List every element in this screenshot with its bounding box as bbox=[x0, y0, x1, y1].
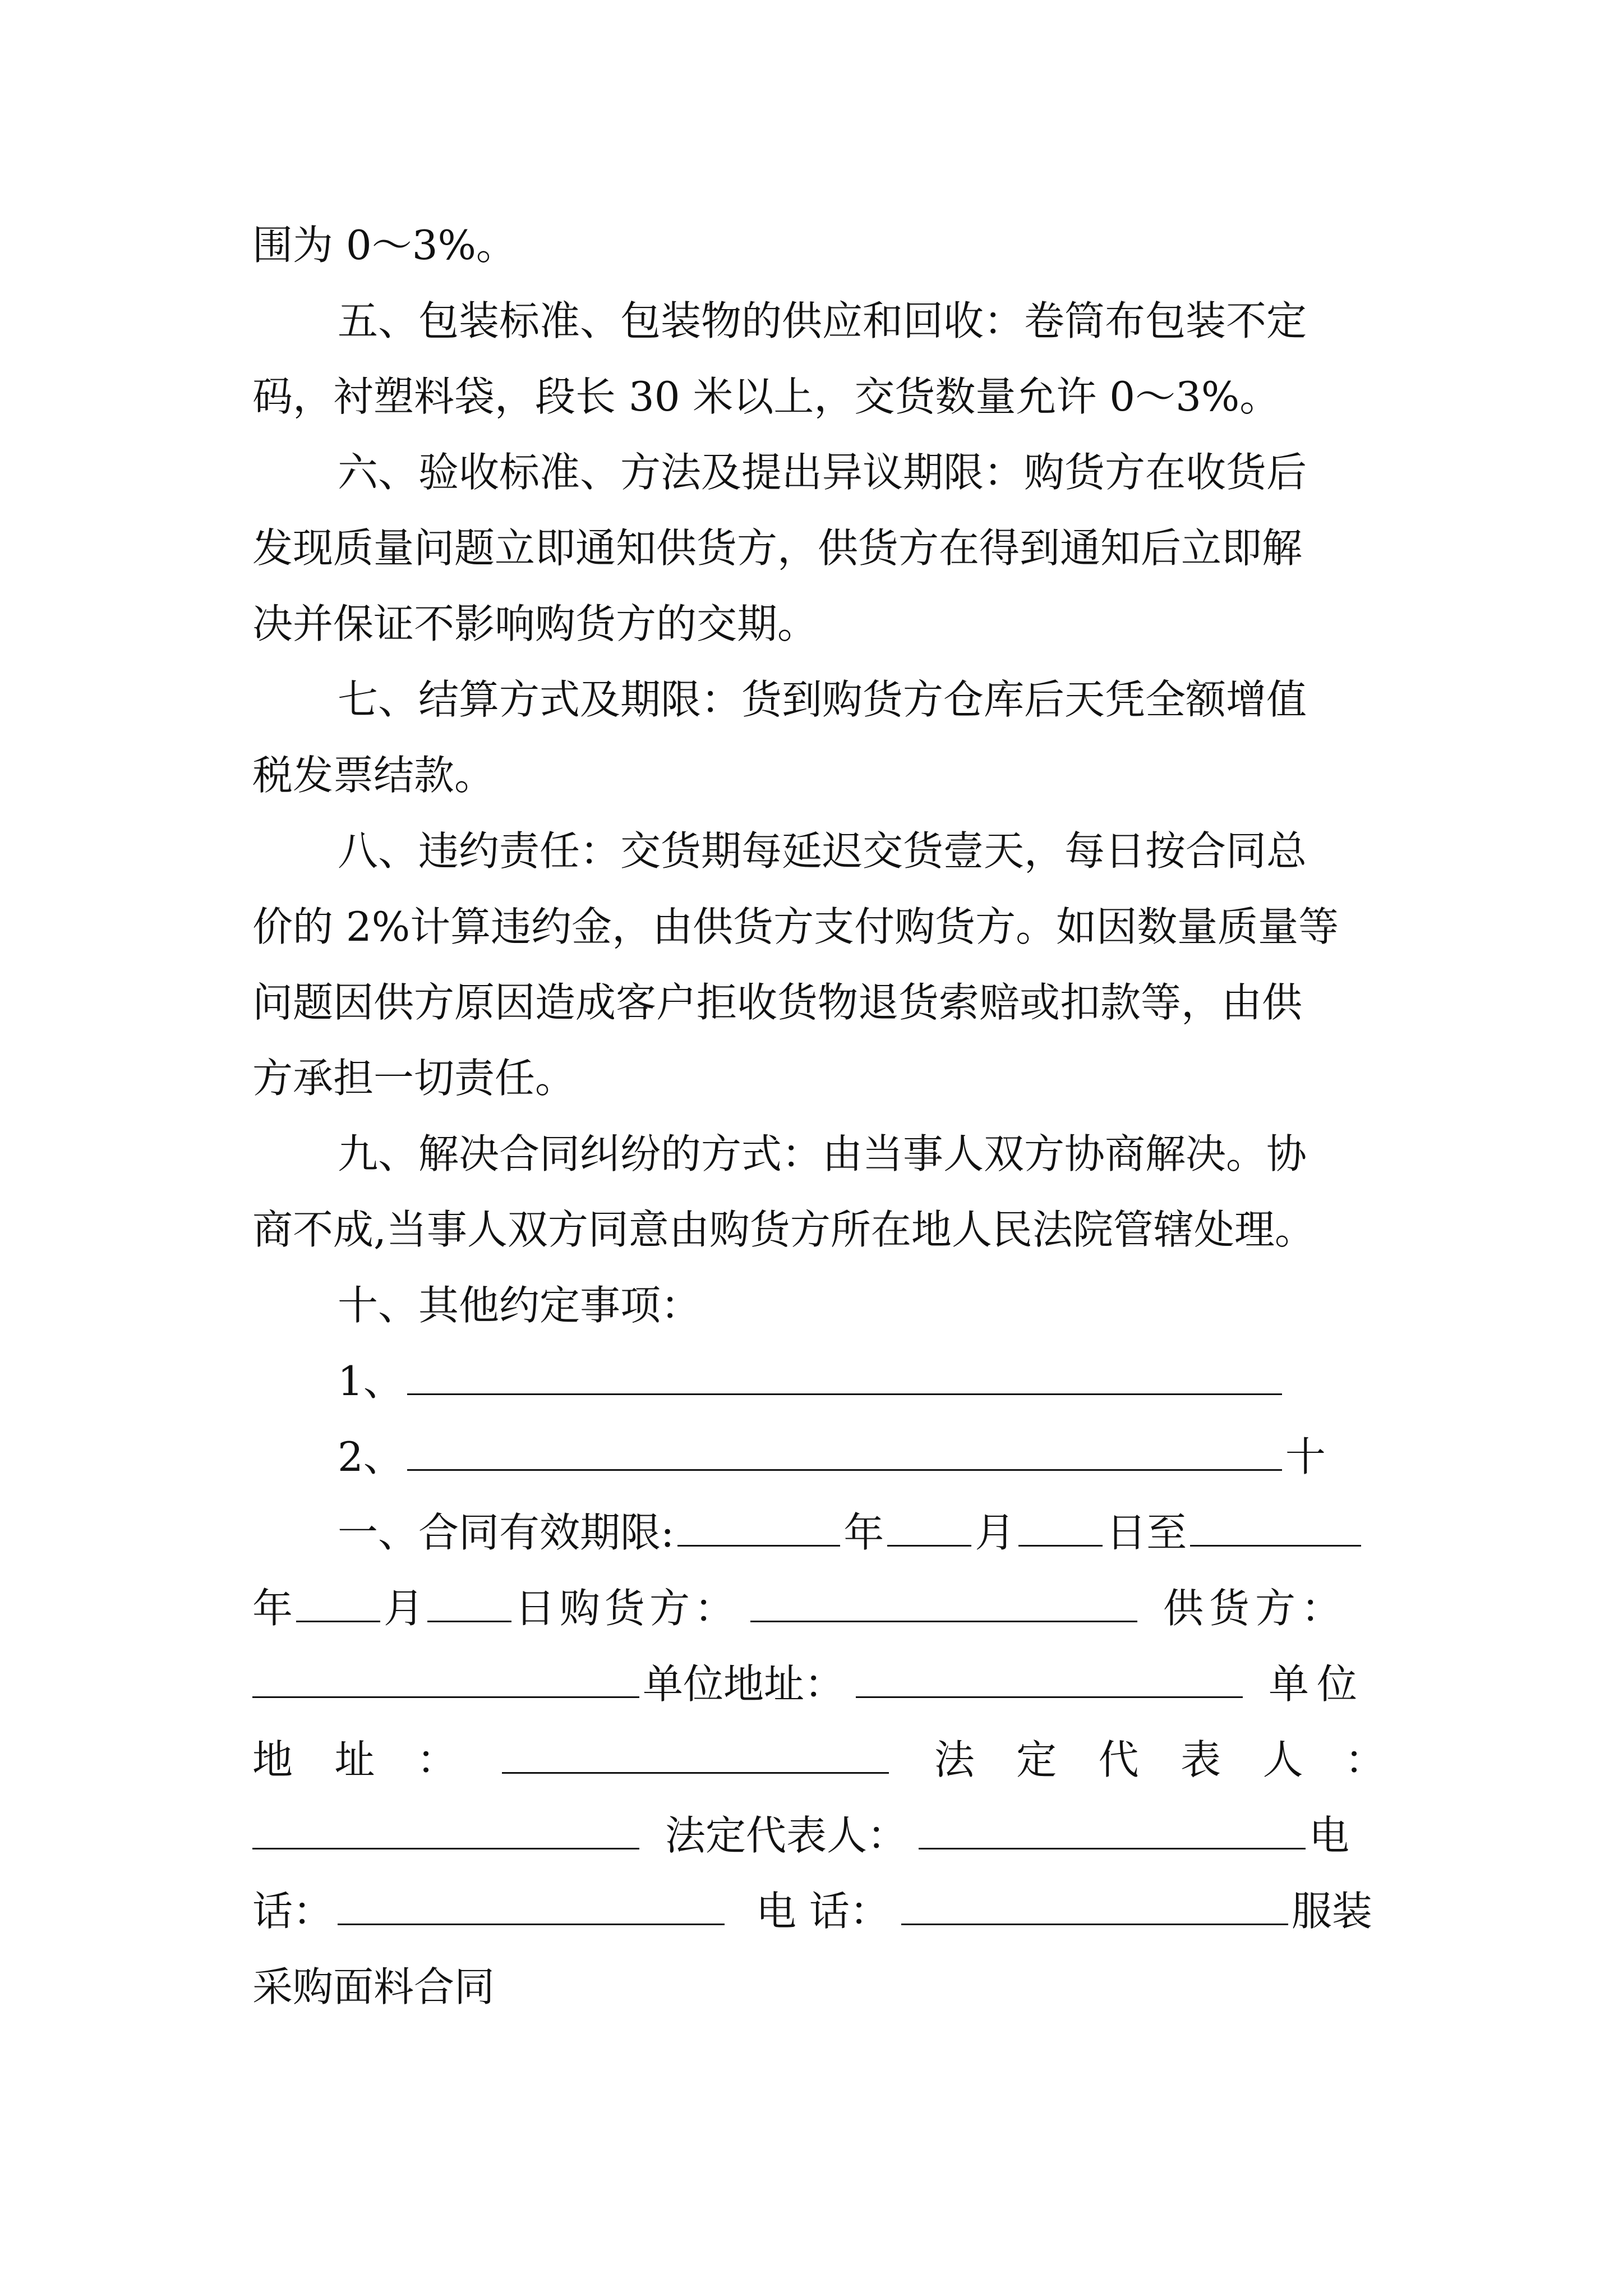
validity-line bbox=[252, 1502, 1385, 1563]
address-tail: 单位 bbox=[1269, 1660, 1366, 1708]
text-line: 七、结算方式及期限：货到购货方仓库后天凭全额增值 bbox=[338, 676, 1307, 723]
address-label: 单位地址： bbox=[643, 1660, 845, 1708]
address-legal-line bbox=[252, 1729, 1385, 1791]
address-char: 地 bbox=[252, 1736, 293, 1783]
text-line: 围为 0～3%。 bbox=[252, 222, 517, 269]
address-char: ： bbox=[416, 1736, 457, 1783]
footer-text: 服装 bbox=[1291, 1888, 1372, 1935]
text-line: 码，衬塑料袋，段长 30 米以上，交货数量允许 0～3%。 bbox=[252, 373, 1280, 420]
item-2-blank[interactable] bbox=[407, 1430, 1282, 1471]
buyer-phone-blank[interactable] bbox=[338, 1884, 725, 1925]
text-line: 商不成,当事人双方同意由购货方所在地人民法院管辖处理。 bbox=[252, 1206, 1315, 1253]
buyer-address-blank[interactable] bbox=[856, 1657, 1243, 1698]
legal-char: 人 bbox=[1262, 1736, 1303, 1783]
phone-tail: 电 bbox=[1309, 1812, 1350, 1859]
legal-char: ： bbox=[1344, 1736, 1385, 1783]
supplier-legal-rep-blank[interactable] bbox=[919, 1809, 1306, 1849]
other-item-2 bbox=[252, 1426, 1385, 1488]
item-2-tail: 十 bbox=[1285, 1433, 1326, 1480]
legal-char: 代 bbox=[1098, 1736, 1139, 1783]
start-year-blank[interactable] bbox=[677, 1506, 840, 1547]
text-line: 税发票结款。 bbox=[252, 752, 495, 799]
text-line: 价的 2%计算违约金，由供货方支付购货方。如因数量质量等 bbox=[252, 903, 1339, 950]
footer-title: 采购面料合同 bbox=[252, 1963, 495, 2010]
supplier-name-blank[interactable] bbox=[252, 1657, 639, 1698]
phone-line bbox=[252, 1880, 1385, 1942]
text-line: 十、其他约定事项： bbox=[338, 1282, 702, 1329]
item-1-blank[interactable] bbox=[407, 1354, 1282, 1395]
end-date-buyer-line bbox=[252, 1577, 1385, 1639]
text-line: 八、违约责任：交货期每延迟交货壹天，每日按合同总 bbox=[338, 827, 1307, 875]
month-label: 月 bbox=[384, 1585, 425, 1632]
text-line: 九、解决合同纠纷的方式：由当事人双方协商解决。协 bbox=[338, 1130, 1307, 1177]
end-day-blank[interactable] bbox=[427, 1581, 511, 1622]
address-line bbox=[252, 1653, 1385, 1715]
buyer-label: 日购货方： bbox=[515, 1585, 740, 1632]
supplier-phone-blank[interactable] bbox=[901, 1884, 1288, 1925]
address-char: 址 bbox=[334, 1736, 375, 1783]
text-line: 决并保证不影响购货方的交期。 bbox=[252, 600, 818, 647]
text-line: 方承担一切责任。 bbox=[252, 1055, 576, 1102]
end-year-blank[interactable] bbox=[1190, 1506, 1361, 1547]
buyer-legal-rep-blank[interactable] bbox=[252, 1809, 639, 1849]
text-line: 发现质量问题立即通知供货方，供货方在得到通知后立即解 bbox=[252, 524, 1303, 572]
text-line: 六、验收标准、方法及提出异议期限：购货方在收货后 bbox=[338, 449, 1307, 496]
legal-char: 定 bbox=[1016, 1736, 1057, 1783]
item-number: 1、 bbox=[338, 1358, 404, 1405]
start-month-blank[interactable] bbox=[887, 1506, 971, 1547]
phone-label: 话： bbox=[252, 1888, 334, 1935]
legal-rep-label: 法定代表人： bbox=[665, 1812, 908, 1859]
buyer-name-blank[interactable] bbox=[750, 1581, 1137, 1622]
validity-label: 一、合同有效期限: bbox=[338, 1509, 675, 1556]
legal-char: 法 bbox=[934, 1736, 975, 1783]
end-month-blank[interactable] bbox=[296, 1581, 380, 1622]
legal-rep-line bbox=[252, 1805, 1385, 1866]
legal-char: 表 bbox=[1181, 1736, 1221, 1783]
phone-label: 电 话： bbox=[756, 1888, 890, 1935]
text-line: 五、包装标准、包装物的供应和回收：卷筒布包装不定 bbox=[338, 297, 1307, 344]
item-number: 2、 bbox=[338, 1433, 404, 1480]
month-label: 月 bbox=[975, 1509, 1016, 1556]
year-label: 年 bbox=[252, 1585, 293, 1632]
other-item-1 bbox=[252, 1350, 1385, 1412]
text-line: 问题因供方原因造成客户拒收货物退货索赔或扣款等，由供 bbox=[252, 979, 1303, 1026]
start-day-blank[interactable] bbox=[1018, 1506, 1103, 1547]
supplier-label: 供货方： bbox=[1163, 1585, 1348, 1632]
year-label: 年 bbox=[843, 1509, 884, 1556]
day-to-label: 日至 bbox=[1106, 1509, 1187, 1556]
supplier-address-blank[interactable] bbox=[502, 1733, 889, 1774]
